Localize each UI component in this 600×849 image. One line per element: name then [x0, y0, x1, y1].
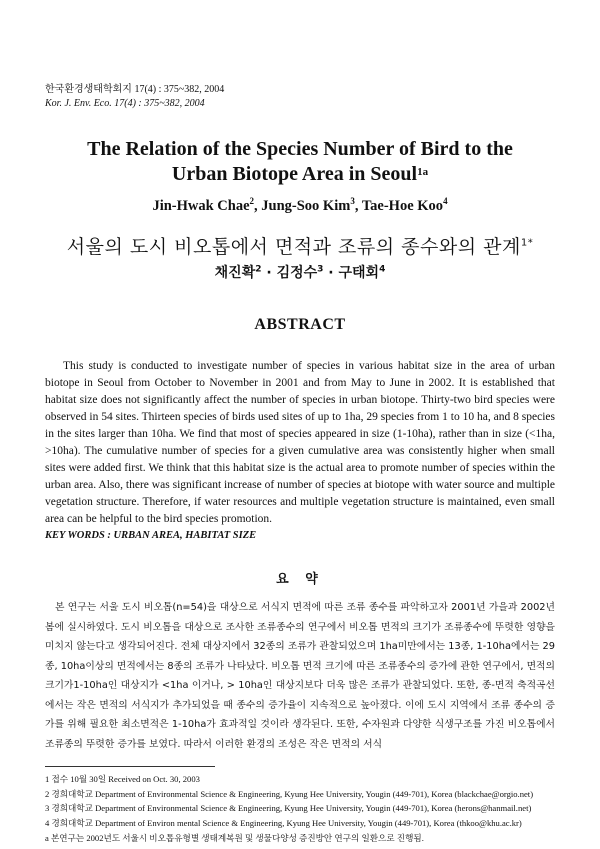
korean-author-list: [40, 262, 560, 282]
author-separator: ·: [261, 265, 277, 281]
abstract-body: This study is conducted to investigate number of species in various habitat size in the area of urban biotope in Seoul from October to November in 2001 and from May to June in 2002. It is established that habitat size does not significantly affect the number of species in urban biotope. Thirty-two bird species were observed in 54 sites. Thirteen species of birds used sites of up to 1ha, 29 species from 1 to 10 ha, and 8 species in the sites larger than 10ha. We find that most of species appeared in size (1-10ha), rather than in size (<1ha, >10ha). The cumulative number of species for a given cumulative area was consistently higher when small sites were added first. We think that this habitat size is the actual area to promote number of species within the urban area. Also, there was significant increase of number of species at biotope with water source and multiple vegetation structure. Therefore, if water resources and multiple vegetation structure is maintained, even small area can be helpful to the bird species promotion.: [45, 360, 555, 525]
author-list: Jin-Hwak Chae$^2$, Jung-Soo Kim$^3$, Tae-Hoe Koo$^4$: [152, 196, 448, 214]
author-affiliation-marker: 2: [249, 196, 255, 206]
footnotes: [45, 772, 560, 846]
korean-author-name: 채진확: [214, 265, 256, 281]
footnote: 3 경희대학교 Department of Environmental Science & Engineering, Kyung Hee University, Yougin (449-701), Korea (herons@hanmail.net): [45, 803, 532, 814]
paper-title-line2-text: Urban Biotope Area in Seoul: [171, 163, 418, 185]
journal-citation-korean: 한국환경생태학회지 17(4) : 375~382, 2004: [45, 84, 225, 95]
author-affiliation-marker: 3: [350, 196, 355, 206]
keywords: KEY WORDS : URBAN AREA, HABITAT SIZE: [45, 530, 257, 541]
author-name: Jung-Soo Kim: [261, 197, 351, 214]
paper-title-line2: [40, 162, 560, 187]
korean-author-name: 구태회: [338, 265, 380, 281]
footnote: 4 경희대학교 Department of Environ mental Science & Engineering, Kyung Hee University, Yougin (449-701), Korea (thkoo@khu.ac.kr): [45, 818, 522, 829]
footnote: 1 접수 10월 30일 Received on Oct. 30, 2003: [45, 774, 200, 784]
korean-title-marker: 1*: [520, 237, 534, 249]
korean-title: [40, 232, 560, 259]
abstract-heading: ABSTRACT: [254, 316, 346, 333]
title-footnote-marker: 1a: [417, 166, 429, 178]
korean-author-marker: 3: [317, 264, 324, 275]
footnote: a 본연구는 2002년도 서울시 비오톱유형별 생태계복원 및 생물다양성 증진방안 연구의 일환으로 진행됨.: [45, 832, 424, 843]
paper-title-line1: The Relation of the Species Number of Bird to the: [87, 138, 513, 160]
author-affiliation-marker: 4: [443, 196, 448, 206]
author-name: Jin-Hwak Chae: [152, 197, 250, 214]
korean-title-text: 서울의 도시 비오톱에서 면적과 조류의 종수와의 관계: [66, 236, 521, 258]
footnote: 2 경희대학교 Department of Environmental Science & Engineering, Kyung Hee University, Yougin (449-701), Korea (blackchae@orgio.net): [45, 788, 534, 799]
korean-author-marker: 4: [379, 264, 386, 275]
journal-citation-english: Kor. J. Env. Eco. 17(4) : 375~382, 2004: [45, 98, 205, 109]
author-separator: ·: [323, 265, 339, 281]
korean-author-name: 김정수: [276, 265, 318, 281]
korean-author-marker: 2: [255, 264, 262, 275]
korean-summary-heading: 요 약: [276, 572, 324, 587]
footnote-divider: [45, 766, 215, 767]
korean-summary-body: 본 연구는 서울 도시 비오톱(n=54)을 대상으로 서식지 면적에 따른 조류 종수를 파악하고자 2001년 가을과 2002년 봄에 실시하였다. 도시 비오톱을 대상으로 조사한 조류종수의 연구에서 비오톱 면적의 크기가 조류종수에 뚜렷한 영향을 미치지 않는다고 생각되어진다. 전체 대상지에서 32종의 조류가 관찰되었으며 1ha미만에서는 13종, 1-10ha에서는 29종, 10ha이상의 면적에서는 8종의 조류가 나타났다. 비오톱 면적 크기에 따른 조류종수의 증가에 관한 연구에서, 면적의 크기가1-10ha인 대상지가 <1ha 이거나, > 10ha인 대상지보다 더욱 많은 조류가 관찰되었다. 또한, 종-면적 축적곡선에서는 작은 면적의 서식지가 추가되었을 때 종수의 증가율이 지속적으로 높아졌다. 이에 도시 지역에서 조류 종수의 증가를 위해 필요한 최소면적은 1-10ha가 효과적일 것이라 생각된다. 또한, 수자원과 다양한 식생구조를 가진 비오톱에서 조류종의 뚜렷한 증가를 보였다. 따라서 이러한 환경의 조성은 작은 면적의 서식: [45, 602, 555, 750]
author-name: Tae-Hoe Koo: [361, 197, 444, 214]
